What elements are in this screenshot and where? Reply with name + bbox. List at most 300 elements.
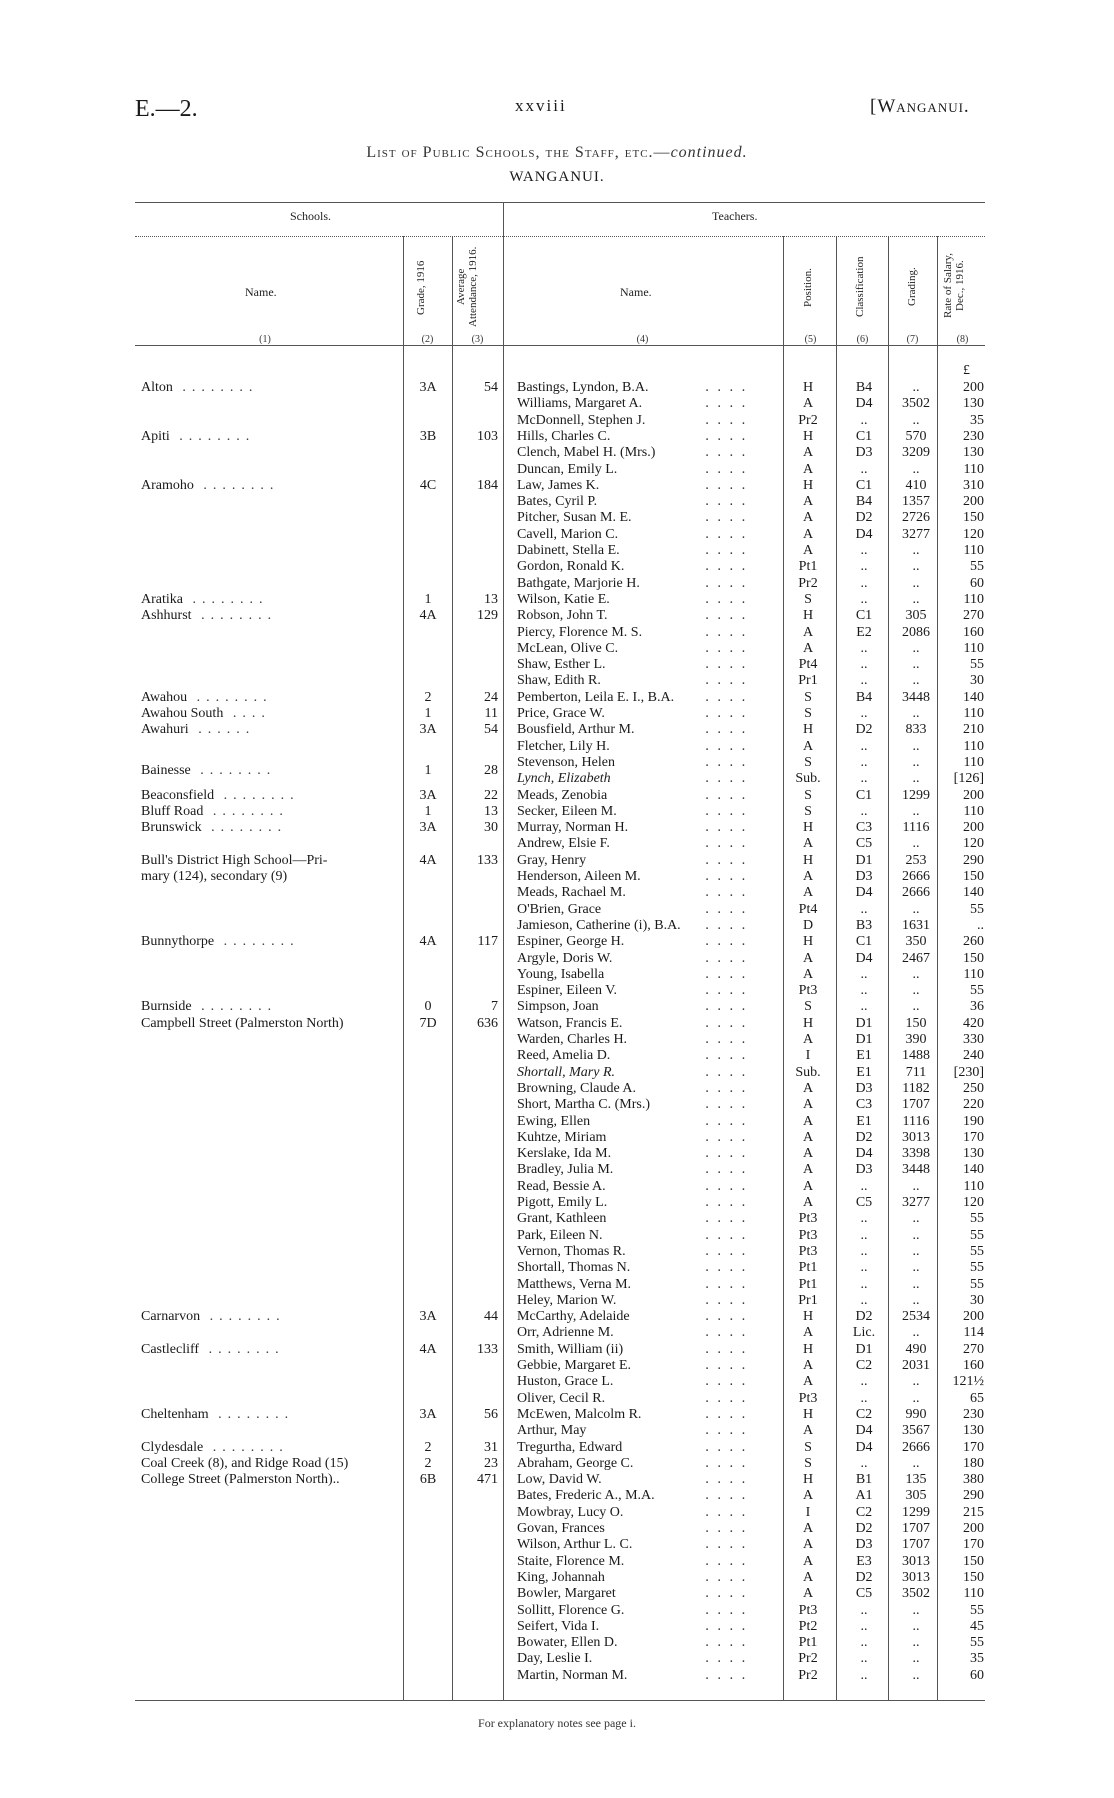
school-attendance: 30 xyxy=(484,820,498,836)
teacher-classification: D4 xyxy=(855,1146,873,1162)
school-name xyxy=(141,722,401,738)
teacher-position: A xyxy=(802,1032,814,1047)
teacher-classification: B3 xyxy=(855,917,873,933)
teacher-grading: 135 xyxy=(905,1472,927,1488)
teacher-salary: 110 xyxy=(963,543,984,558)
leader-dots: .... xyxy=(705,738,754,754)
leader-dots: .... xyxy=(705,1374,754,1390)
district-title: WANGANUI. xyxy=(509,169,605,185)
teacher-name-header: Name. xyxy=(620,285,652,299)
teacher-position: A xyxy=(802,1325,814,1341)
leader-dots: .... xyxy=(705,428,754,444)
teacher-position: H xyxy=(802,1309,814,1325)
school-grade: 1 xyxy=(424,763,432,779)
teacher-name: Kerslake, Ida M. xyxy=(517,1146,612,1162)
teacher-grading: .. xyxy=(912,1325,920,1341)
teacher-position: Pt1 xyxy=(798,1260,818,1276)
teacher-position: Pt2 xyxy=(798,1618,818,1634)
teacher-grading: .. xyxy=(912,836,920,852)
teacher-salary: 150 xyxy=(963,1569,984,1585)
teacher-grading: .. xyxy=(912,1243,920,1259)
teacher-grading: .. xyxy=(912,771,920,787)
teacher-grading: 305 xyxy=(905,1488,927,1504)
teacher-classification: C1 xyxy=(855,477,873,493)
teacher-salary: 150 xyxy=(963,1553,984,1569)
teacher-position: A xyxy=(802,1097,814,1113)
teacher-classification: .. xyxy=(860,1390,868,1406)
teacher-position: A xyxy=(802,1195,814,1210)
leader-dots: .... xyxy=(705,543,754,558)
teacher-salary: 110 xyxy=(963,754,984,770)
teacher-classification: C2 xyxy=(855,1358,873,1373)
teacher-position: H xyxy=(802,1472,814,1488)
teacher-name: Tregurtha, Edward xyxy=(517,1439,623,1455)
leader-dots: .... xyxy=(705,1504,754,1520)
teacher-classification: .. xyxy=(860,966,868,982)
teacher-name: McCarthy, Adelaide xyxy=(517,1309,630,1325)
attendance-header: Average Attendance, 1916. xyxy=(455,246,479,328)
school-name xyxy=(141,608,401,624)
leader-dots: ........ xyxy=(172,380,259,395)
leader-dots: .... xyxy=(705,1390,754,1406)
school-name xyxy=(141,380,401,396)
school-name-text: Bunnythorpe xyxy=(141,934,215,950)
position-header: Position. xyxy=(802,268,814,308)
teacher-classification: .. xyxy=(860,754,868,770)
footer-note: For explanatory notes see page i. xyxy=(478,1716,636,1730)
teacher-name: Robson, John T. xyxy=(517,608,608,624)
subtitle-text: List of Public Schools, the Staff, etc.— xyxy=(366,144,671,161)
teacher-salary: [230] xyxy=(953,1064,984,1080)
teacher-salary: 55 xyxy=(970,1276,984,1292)
teacher-position: A xyxy=(802,526,814,542)
teacher-salary: 60 xyxy=(970,575,984,591)
school-grade: 1 xyxy=(424,706,432,721)
school-name xyxy=(141,1440,401,1456)
teacher-classification: D1 xyxy=(855,1341,873,1357)
teacher-classification: .. xyxy=(860,543,868,558)
teacher-name: Pitcher, Susan M. E. xyxy=(517,510,632,526)
teacher-name: Gordon, Ronald K. xyxy=(517,559,625,575)
school-name xyxy=(141,1472,401,1488)
col-num-4: (4) xyxy=(636,334,649,345)
teacher-salary: 130 xyxy=(963,396,984,412)
school-name xyxy=(141,1456,401,1472)
teacher-name: Vernon, Thomas R. xyxy=(517,1243,626,1259)
school-attendance: 133 xyxy=(477,1341,498,1357)
teacher-salary: [126] xyxy=(953,771,984,787)
leader-dots: .... xyxy=(705,1537,754,1553)
teacher-salary: 380 xyxy=(963,1472,984,1488)
teacher-grading: 390 xyxy=(905,1032,927,1047)
teacher-name: Bradley, Julia M. xyxy=(517,1162,614,1178)
leader-dots: .... xyxy=(705,1048,754,1064)
teacher-salary: 120 xyxy=(963,526,984,542)
teacher-position: S xyxy=(804,706,812,721)
teacher-name: Huston, Grace L. xyxy=(517,1374,614,1390)
leader-dots: .... xyxy=(705,380,754,395)
teacher-name: Seifert, Vida I. xyxy=(517,1618,600,1634)
teacher-position: Pr2 xyxy=(798,1651,818,1667)
teacher-name: McLean, Olive C. xyxy=(517,640,619,656)
leader-dots: .... xyxy=(705,1472,754,1488)
leader-dots: .... xyxy=(705,803,754,819)
teacher-grading: 2666 xyxy=(902,869,930,884)
school-name xyxy=(141,999,401,1015)
teacher-position: A xyxy=(802,510,814,526)
teacher-grading: .. xyxy=(912,640,920,656)
teacher-position: A xyxy=(802,966,814,982)
teacher-position: A xyxy=(802,1129,814,1145)
leader-dots: ........ xyxy=(191,999,278,1015)
teacher-salary: 55 xyxy=(970,1635,984,1651)
school-name-text: Alton xyxy=(141,380,173,395)
teacher-grading: 490 xyxy=(905,1341,927,1357)
teacher-salary: 200 xyxy=(963,787,984,803)
school-grade: 4C xyxy=(419,477,437,493)
teacher-name: Ewing, Ellen xyxy=(517,1113,591,1129)
teacher-name: Meads, Zenobia xyxy=(517,787,608,803)
leader-dots: .... xyxy=(705,771,754,787)
leader-dots: ........ xyxy=(193,477,280,493)
teacher-name: Price, Grace W. xyxy=(517,706,605,721)
school-grade: 3A xyxy=(419,1309,437,1325)
teacher-position: Pt1 xyxy=(798,559,818,575)
teacher-name: Arthur, May xyxy=(517,1423,587,1439)
page-subtitle xyxy=(0,144,1114,162)
teacher-grading: .. xyxy=(912,1178,920,1194)
teacher-grading: .. xyxy=(912,543,920,558)
teacher-grading: 3398 xyxy=(902,1146,930,1162)
group-header-rule xyxy=(135,236,985,237)
teacher-salary: 150 xyxy=(963,510,984,526)
school-name xyxy=(141,1407,401,1423)
leader-dots: .... xyxy=(705,754,754,770)
teacher-salary: 200 xyxy=(963,494,984,510)
teacher-salary: 150 xyxy=(963,869,984,884)
teacher-position: A xyxy=(802,1146,814,1162)
teacher-salary: 170 xyxy=(963,1129,984,1145)
teacher-position: H xyxy=(802,428,814,444)
teacher-grading: 3502 xyxy=(902,396,930,412)
leader-dots: .... xyxy=(705,1080,754,1096)
teacher-classification: C3 xyxy=(855,1097,873,1113)
teacher-salary: 55 xyxy=(970,657,984,673)
teacher-salary: 250 xyxy=(963,1080,984,1096)
school-name-text: Awahou xyxy=(141,689,188,705)
leader-dots: .... xyxy=(705,1195,754,1210)
grade-header: Grade, 1916 xyxy=(415,260,427,316)
col-num-3: (3) xyxy=(471,334,484,345)
leader-dots: .... xyxy=(705,1276,754,1292)
school-name-text: Castlecliff xyxy=(141,1341,200,1357)
school-attendance: 23 xyxy=(484,1455,498,1471)
teacher-classification: .. xyxy=(860,559,868,575)
school-grade: 4A xyxy=(419,934,437,950)
leader-dots: .... xyxy=(705,1602,754,1618)
header-bottom-rule xyxy=(135,345,985,346)
leader-dots: .... xyxy=(705,966,754,982)
leader-dots: .... xyxy=(705,1439,754,1455)
school-grade: 3B xyxy=(419,428,437,444)
leader-dots: ...... xyxy=(188,722,256,738)
teacher-name: Staite, Florence M. xyxy=(517,1553,625,1569)
leader-dots: .... xyxy=(705,1358,754,1373)
teacher-salary: 110 xyxy=(963,966,984,982)
teacher-position: H xyxy=(802,608,814,624)
teacher-position: H xyxy=(802,1406,814,1422)
school-attendance: 13 xyxy=(484,591,498,607)
teacher-classification: D4 xyxy=(855,950,873,966)
teacher-name: Short, Martha C. (Mrs.) xyxy=(517,1097,650,1113)
leader-dots: ........ xyxy=(208,1406,295,1422)
teacher-classification: C1 xyxy=(855,787,873,803)
teacher-classification: .. xyxy=(860,1243,868,1259)
teacher-position: A xyxy=(802,445,814,461)
leader-dots: .... xyxy=(705,820,754,836)
school-attendance: 184 xyxy=(477,477,498,493)
teacher-name: Pemberton, Leila E. I., B.A. xyxy=(517,689,675,705)
leader-dots: .... xyxy=(705,787,754,803)
teacher-position: H xyxy=(802,852,814,868)
teacher-classification: .. xyxy=(860,1635,868,1651)
teacher-position: A xyxy=(802,869,814,884)
school-name xyxy=(141,788,401,804)
school-attendance: 31 xyxy=(484,1439,498,1455)
teacher-position: A xyxy=(802,885,814,901)
teacher-grading: 1707 xyxy=(902,1521,930,1536)
teacher-name: Gray, Henry xyxy=(517,852,587,868)
leader-dots: .... xyxy=(705,591,754,607)
school-name-text: Awahuri xyxy=(141,722,189,738)
teacher-grading: 350 xyxy=(905,934,927,950)
teacher-position: A xyxy=(802,624,814,640)
teacher-classification: D2 xyxy=(855,1309,873,1325)
teacher-name: Clench, Mabel H. (Mrs.) xyxy=(517,445,656,461)
school-grade: 1 xyxy=(424,803,432,819)
teacher-classification: D2 xyxy=(855,722,873,738)
teacher-position: A xyxy=(802,543,814,558)
leader-dots: .... xyxy=(705,1292,754,1308)
teacher-classification: B1 xyxy=(855,1472,873,1488)
school-name xyxy=(141,820,401,836)
leader-dots: ........ xyxy=(190,763,277,779)
leader-dots: .... xyxy=(705,1097,754,1113)
school-grade: 2 xyxy=(424,1439,432,1455)
leader-dots: ........ xyxy=(203,1439,289,1455)
col-divider-pos xyxy=(783,236,784,1700)
leader-dots: .... xyxy=(705,722,754,738)
teacher-position: Sub. xyxy=(795,771,821,787)
teacher-classification: .. xyxy=(860,983,868,999)
leader-dots: .... xyxy=(705,885,754,901)
teacher-grading: 2666 xyxy=(902,1439,930,1455)
subtitle-italic: continued. xyxy=(670,144,748,161)
teacher-classification: D4 xyxy=(855,526,873,542)
school-name-text: Carnarvon xyxy=(141,1309,201,1325)
col-num-7: (7) xyxy=(906,334,919,345)
teacher-name: Grant, Kathleen xyxy=(517,1211,607,1227)
teacher-name: Gebbie, Margaret E. xyxy=(517,1358,632,1373)
teacher-grading: 3277 xyxy=(902,526,930,542)
teacher-name: Espiner, Eileen V. xyxy=(517,983,618,999)
school-name xyxy=(141,853,401,869)
teacher-classification: D2 xyxy=(855,1521,873,1536)
teacher-grading: 1707 xyxy=(902,1537,930,1553)
teacher-salary: 170 xyxy=(963,1537,984,1553)
teacher-classification: C1 xyxy=(855,934,873,950)
leader-dots: .... xyxy=(705,706,754,721)
teacher-grading: 2534 xyxy=(902,1309,930,1325)
teacher-grading: 305 xyxy=(905,608,927,624)
school-name-text: Campbell Street (Palmerston North) xyxy=(141,1015,344,1031)
teacher-grading: 711 xyxy=(905,1064,927,1080)
teacher-grading: 253 xyxy=(905,852,927,868)
teacher-grading: 3277 xyxy=(902,1195,930,1210)
teacher-position: A xyxy=(802,1162,814,1178)
leader-dots: .... xyxy=(705,1569,754,1585)
col-divider-grade xyxy=(403,236,404,1700)
teacher-grading: 3013 xyxy=(902,1553,930,1569)
leader-dots: .... xyxy=(705,836,754,852)
leader-dots: .... xyxy=(705,1015,754,1031)
leader-dots: ........ xyxy=(203,803,289,819)
teacher-position: A xyxy=(802,1423,814,1439)
school-grade: 4A xyxy=(419,608,437,624)
leader-dots: ........ xyxy=(169,428,256,444)
school-name xyxy=(141,706,401,722)
teacher-position: H xyxy=(802,380,814,395)
teacher-position: A xyxy=(802,1521,814,1536)
teacher-classification: D3 xyxy=(855,1537,873,1553)
teacher-name: Wilson, Arthur L. C. xyxy=(517,1537,633,1553)
teacher-position: Pr1 xyxy=(798,673,818,689)
teacher-salary: 200 xyxy=(963,1521,984,1536)
school-grade: 2 xyxy=(424,1455,432,1471)
teacher-position: A xyxy=(802,396,814,412)
school-grade: 2 xyxy=(424,689,432,705)
teacher-salary: 55 xyxy=(970,1211,984,1227)
school-attendance: 56 xyxy=(484,1406,498,1422)
teacher-classification: C5 xyxy=(855,836,873,852)
leader-dots: .... xyxy=(705,1488,754,1504)
teacher-name: Reed, Amelia D. xyxy=(517,1048,611,1064)
teacher-salary: 310 xyxy=(963,477,984,493)
teacher-name: Bowler, Margaret xyxy=(517,1586,616,1602)
teacher-name: King, Johannah xyxy=(517,1569,605,1585)
teacher-classification: C5 xyxy=(855,1586,873,1602)
teacher-grading: 2086 xyxy=(902,624,930,640)
teacher-grading: .. xyxy=(912,1602,920,1618)
school-name-text: Awahou South xyxy=(141,706,224,721)
teachers-group-header: Teachers. xyxy=(712,209,758,223)
teacher-salary: 55 xyxy=(970,901,984,917)
school-name-text: Cheltenham xyxy=(141,1406,209,1422)
teacher-grading: .. xyxy=(912,380,920,395)
leader-dots: .... xyxy=(705,852,754,868)
teacher-name: Oliver, Cecil R. xyxy=(517,1390,606,1406)
teacher-name: Piercy, Florence M. S. xyxy=(517,624,643,640)
school-attendance: 54 xyxy=(484,722,498,738)
leader-dots: .... xyxy=(705,689,754,705)
teacher-name: Murray, Norman H. xyxy=(517,820,629,836)
teacher-position: H xyxy=(802,722,814,738)
teacher-classification: .. xyxy=(860,412,868,428)
page-ref-right: [Wanganui. xyxy=(870,96,970,117)
school-attendance: 471 xyxy=(477,1472,498,1488)
leader-dots: .... xyxy=(705,1586,754,1602)
leader-dots: .... xyxy=(705,1162,754,1178)
leader-dots: .... xyxy=(705,1406,754,1422)
teacher-position: Pt1 xyxy=(798,1276,818,1292)
group-divider xyxy=(503,202,504,1700)
leader-dots: .... xyxy=(705,640,754,656)
teacher-salary: 160 xyxy=(963,624,984,640)
leader-dots: ........ xyxy=(191,608,278,624)
leader-dots: .... xyxy=(705,999,754,1015)
teacher-grading: .. xyxy=(912,999,920,1015)
teacher-position: A xyxy=(802,494,814,510)
table-bottom-rule xyxy=(135,1700,985,1701)
teacher-name: Lynch, Elizabeth xyxy=(517,771,611,787)
teacher-grading: .. xyxy=(912,966,920,982)
teacher-classification: C2 xyxy=(855,1406,873,1422)
leader-dots: .... xyxy=(705,1227,754,1243)
teacher-position: Sub. xyxy=(795,1064,821,1080)
teacher-salary: 290 xyxy=(963,852,984,868)
leader-dots: ........ xyxy=(214,934,300,950)
teacher-salary: 420 xyxy=(963,1015,984,1031)
school-attendance: 7 xyxy=(491,999,498,1015)
leader-dots: .... xyxy=(705,1260,754,1276)
school-name-text: Bluff Road xyxy=(141,803,204,819)
teacher-grading: 3502 xyxy=(902,1586,930,1602)
teacher-position: S xyxy=(804,1455,812,1471)
teacher-position: S xyxy=(804,999,812,1015)
teacher-classification: D2 xyxy=(855,1569,873,1585)
teacher-classification: D2 xyxy=(855,510,873,526)
teacher-grading: 3567 xyxy=(902,1423,930,1439)
teacher-grading: 1116 xyxy=(902,1113,930,1129)
teacher-classification: C3 xyxy=(855,820,873,836)
teacher-salary: 220 xyxy=(963,1097,984,1113)
teacher-name: O'Brien, Grace xyxy=(517,901,602,917)
leader-dots: ........ xyxy=(182,591,269,607)
teacher-grading: .. xyxy=(912,461,920,477)
teacher-salary: 110 xyxy=(963,1586,984,1602)
teacher-grading: .. xyxy=(912,1667,920,1683)
school-name-text: Apiti xyxy=(141,428,170,444)
teacher-classification: E1 xyxy=(856,1113,872,1129)
teacher-position: Pt3 xyxy=(798,1390,818,1406)
teacher-grading: 1357 xyxy=(902,494,930,510)
teacher-classification: .. xyxy=(860,673,868,689)
school-name xyxy=(141,804,401,820)
leader-dots: .... xyxy=(705,1618,754,1634)
school-grade: 3A xyxy=(419,1406,437,1422)
teacher-grading: 990 xyxy=(905,1406,927,1422)
teacher-salary: 110 xyxy=(963,461,984,477)
teacher-classification: .. xyxy=(860,1260,868,1276)
school-name-text: Aramoho xyxy=(141,477,194,493)
school-attendance: 24 xyxy=(484,689,498,705)
leader-dots: .... xyxy=(705,608,754,624)
teacher-salary: 55 xyxy=(970,1243,984,1259)
teacher-position: A xyxy=(802,1488,814,1504)
teacher-name: Cavell, Marion C. xyxy=(517,526,619,542)
teacher-name: Espiner, George H. xyxy=(517,934,625,950)
teacher-grading: .. xyxy=(912,1227,920,1243)
